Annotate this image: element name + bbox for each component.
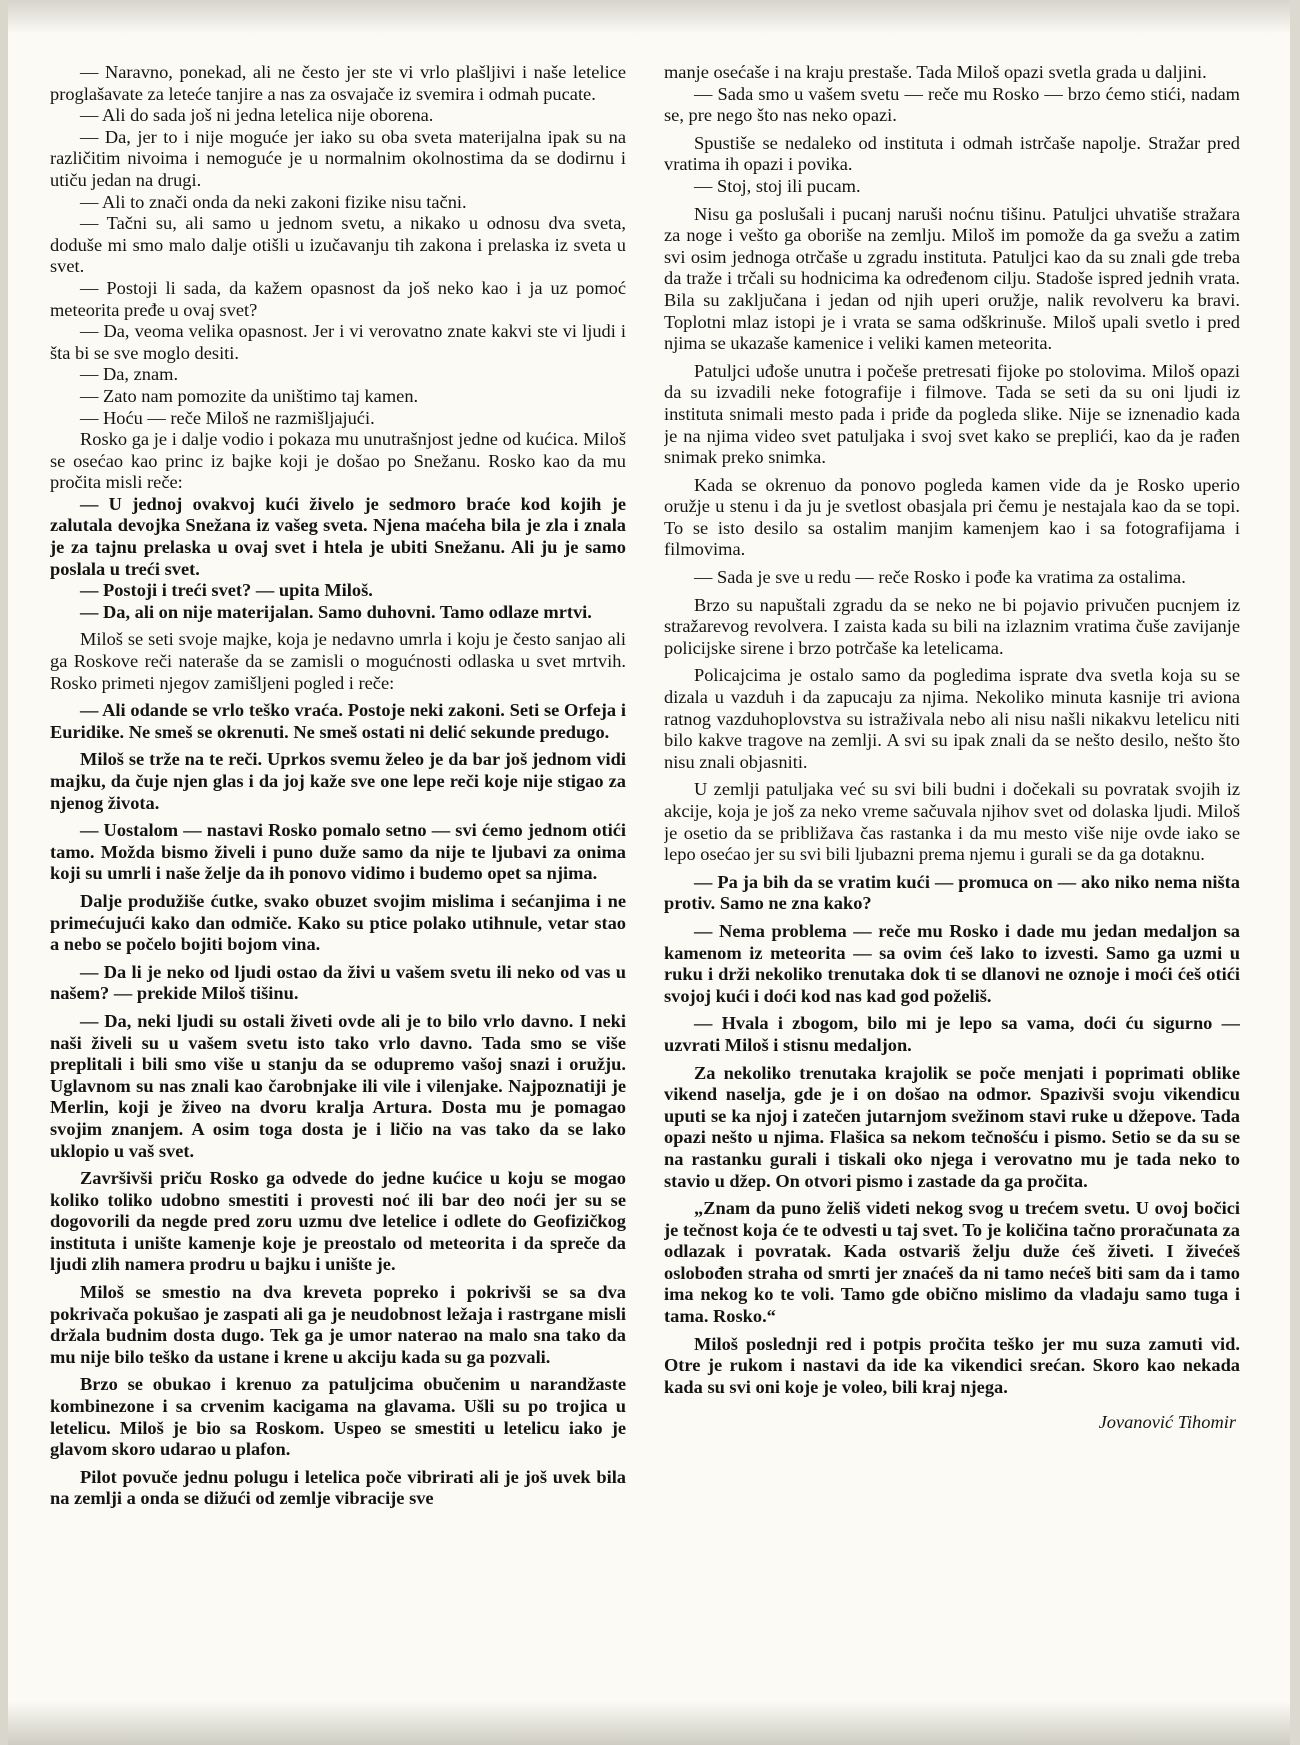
paragraph: Za nekoliko trenutaka krajolik se poče menjati i poprimati oblike vikend naselja, gde je i on došao na odmor. Spazivši svoju vikendicu uputi se ka njoj i zatečen jutarnjom svežinom stavi ruke u džepove. Tada opazi nešto u njima. Flašica sa nekom tečnošću i pismo. Setio se da su se na rastanku gurali i tiskali oko njega i verovatno mu je tada neko to stavio u džep. On otvori pismo i zastade da ga pročita. — [664, 1062, 1240, 1191]
paragraph: Miloš se seti svoje majke, koja je nedavno umrla i koju je često sanjao ali ga Roskove reči nateraše da se zamisli o mogućnosti odlaska u svet mrtvih. Rosko primeti njegov zamišljeni pogled i reče: — [50, 629, 626, 693]
paragraph: Miloš se smestio na dva kreveta popreko i pokrivši se sa dva pokrivača pokušao je zaspati ali ga je neudobnost ležaja i rastrgane misli držala budnim dosta dugo. Tek ga je umor naterao na malo sna tako da mu nije bilo teško da ustane i krene u akciju kada su ga pozvali. — [50, 1282, 626, 1367]
paragraph: Patuljci uđoše unutra i počeše pretresati fijoke po stolovima. Miloš opazi da su izvadili neke fotografije i filmove. Tada se seti da su oni ljudi iz instituta snimali mesto pada i priđe da pogleda slike. Nije se iznenadio kada je na njima video svet patuljaka i svoj svet kako se preplići, kao da je rađen snimak preko snimka. — [664, 360, 1240, 468]
left-column — [50, 62, 626, 1682]
paragraph: — Sada smo u vašem svetu — reče mu Rosko — brzo ćemo stići, nadam se, pre nego što nas neko opazi. — [664, 83, 1240, 126]
paragraph: Rosko ga je i dalje vodio i pokaza mu unutrašnjost jedne od kućica. Miloš se osećao kao princ iz bajke koji je došao po Snežanu. Rosko kao da mu pročita misli reče: — [50, 429, 626, 493]
paragraph: — Stoj, stoj ili pucam. — [694, 175, 861, 196]
paragraph: Završivši priču Rosko ga odvede do jedne kućice u koju se mogao koliko toliko udobno smestiti i provesti noć ili bar deo noći jer su se dogovorili da negde pred zoru uzmu dve letelice i odlete do Geofizičkog instituta i unište kamenje koje je preostalo od meteorita i da spreče da ljudi zlih namera prodru u bajku i unište je. — [50, 1168, 626, 1275]
paragraph: Brzo su napuštali zgradu da se neko ne bi pojavio privučen pucnjem iz stražarevog revolvera. I zaista kada su bili na izlaznim vratima čuše zavijanje policijske sirene i brzo potrčaše ka letelicama. — [664, 594, 1240, 658]
paragraph: — Postoji i treći svet? — upita Miloš. — [80, 580, 373, 601]
paragraph: — Postoji li sada, da kažem opasnost da još neko kao i ja uz pomoć meteorita pređe u ovaj svet? — [50, 277, 626, 320]
paragraph: — Ali odande se vrlo teško vraća. Postoje neki zakoni. Seti se Orfeja i Euridike. Ne smeš se okrenuti. Ne smeš ostati ni delić sekunde predugo. — [50, 700, 626, 742]
right-column — [664, 62, 1240, 1682]
paragraph: — U jednoj ovakvoj kući živelo je sedmoro braće kod kojih je zalutala devojka Snežana iz vašeg sveta. Njena maćeha bila je zla i znala je za tajnu prelaska u ovaj svet i htela je ubiti Snežanu. Ali ju je samo poslala u treći svet. — [50, 493, 626, 579]
paragraph: Miloš poslednji red i potpis pročita teško jer mu suza zamuti vid. Otre je rukom i nastavi da ide ka vikendici srećan. Skoro kao nekada kada su svi oni koje je voleo, bili kraj njega. — [664, 1333, 1240, 1397]
paragraph: — Ali to znači onda da neki zakoni fizike nisu tačni. — [80, 191, 467, 212]
paragraph: — Da li je neko od ljudi ostao da živi u vašem svetu ili neko od vas u našem? — prekide Miloš tišinu. — [50, 961, 626, 1004]
paragraph: — Da, jer to i nije moguće jer iako su oba sveta materijalna ipak su na različitim nivoima i nemoguće je u normalnim okolnostima da se dodirnu i utiču jedan na drugi. — [50, 126, 626, 190]
paragraph: Brzo se obukao i krenuo za patuljcima obučenim u narandžaste kombinezone i sa crvenim kacigama na glavama. Ušli su po trojica u letelicu. Miloš je bio sa Roskom. Uspeo se smestiti u letelicu iako je glavom skoro udarao u plafon. — [50, 1374, 626, 1460]
paragraph: Miloš se trže na te reči. Uprkos svemu želeo je da bar još jednom vidi majku, da čuje njen glas i da joj kaže sve one lepe reči koje nije stigao za njenog života. — [50, 749, 626, 813]
paragraph: Nisu ga poslušali i pucanj naruši noćnu tišinu. Patuljci uhvatiše stražara za noge i vešto ga oboriše na zemlju. Miloš im pomože da ga svežu a zatim svi osim jednoga otrčaše u zgradu instituta. Patuljci kao da su znali gde treba da traže i trčali su hodnicima ka određenom cilju. Stadoše ispred jednih vrata. Bila su zaključana i jedan od njih uperi oružje, nalik revolveru ka bravi. Toplotni mlaz istopi je i vrata se sama odškrinuše. Miloš upali svetlo i pred njima se ukazaše kamenice i veliki kamen meteorita. — [664, 203, 1240, 354]
paragraph: — Da, ali on nije materijalan. Samo duhovni. Tamo odlaze mrtvi. — [80, 601, 592, 622]
paragraph: — Da, veoma velika opasnost. Jer i vi verovatno znate kakvi ste vi ljudi i šta bi se sve moglo desiti. — [50, 321, 626, 363]
paragraph: — Tačni su, ali samo u jednom svetu, a nikako u odnosu dva sveta, doduše mi smo malo dalje otišli u izučavanju tih zakona i prelaska iz sveta u svet. — [50, 213, 626, 277]
article-columns — [50, 62, 1240, 1682]
paragraph: — Da, znam. — [80, 364, 179, 385]
paragraph: — Uostalom — nastavi Rosko pomalo setno — svi ćemo jednom otići tamo. Možda bismo živeli i puno duže samo da nije te ljubavi za onima koji su umrli i naše želje da ih ponovo vidimo i budemo opet sa njima. — [50, 820, 626, 884]
paragraph: „Znam da puno želiš videti nekog svog u trećem svetu. U ovoj bočici je tečnost koja će te odvesti u taj svet. To je količina tačno proračunata za odlazak i povratak. Kada ostvariš želju duže ćeš živeti. I živećeš oslobođen straha od smrti jer znaćeš da ni tamo nećeš biti sam da i tamo ima nekog ko te voli. Tamo gde obično mislimo da vladaju samo tuga i tama. Rosko.“ — [664, 1198, 1240, 1327]
paragraph: Dalje produžiše ćutke, svako obuzet svojim mislima i sećanjima i ne primećujući kako dan odmiče. Kako su ptice polako utihnule, vetar stao a nebo se počelo bojiti bojom vina. — [50, 890, 626, 955]
paragraph: Kada se okrenuo da ponovo pogleda kamen vide da je Rosko uperio oružje u stenu i da ju je svetlost obasjala pri čemu je nestajala kao da se topi. To se isto desilo sa ostalim manjim kamenjem kao i sa fotografijama i filmovima. — [664, 474, 1240, 560]
paragraph: — Sada je sve u redu — reče Rosko i pođe ka vratima za ostalima. — [694, 567, 1186, 588]
paragraph: — Nema problema — reče mu Rosko i dade mu jedan medaljon sa kamenom iz meteorita — sa ovim ćeš lako to izvesti. Samo ga uzmi u ruku i drži nekoliko trenutaka dok ti se dlanovi ne oznoje i moći ćeš otići svojoj kući i doći kod nas kad god poželiš. — [664, 920, 1240, 1006]
paragraph: — Pa ja bih da se vratim kući — promuca on — ako niko nema ništa protiv. Samo ne zna kako? — [664, 871, 1240, 914]
paragraph: — Naravno, ponekad, ali ne često jer ste vi vrlo plašljivi i naše letelice proglašavate za leteće tanjire a nas za osvajače iz svemira i odmah pucate. — [50, 62, 626, 104]
paragraph: — Hoću — reče Miloš ne razmišljajući. — [80, 407, 375, 428]
paragraph: Pilot povuče jednu polugu i letelica poče vibrirati ali je još uvek bila na zemlji a onda se dižući od zemlje vibracije sve — [50, 1466, 626, 1509]
paragraph: — Ali do sada još ni jedna letelica nije oborena. — [80, 105, 434, 126]
paragraph: Spustiše se nedaleko od instituta i odmah istrčaše napolje. Stražar pred vratima ih opazi i povika. — [664, 132, 1240, 175]
paragraph: U zemlji patuljaka već su svi bili budni i dočekali su povratak svojih iz akcije, koja je još za neko vreme sačuvala njihov svet od dolaska ljudi. Miloš je osetio da se približava čas rastanka i da mu mesto više nije ovde iako se lepo osećao jer su svi bili ljubazni prema njemu i gurali se da ga dotaknu. — [664, 779, 1240, 865]
author-signature: Jovanović Tihomir — [1098, 1412, 1236, 1433]
paragraph: manje osećaše i na kraju prestaše. Tada Miloš opazi svetla grada u daljini. — [664, 62, 1207, 82]
paragraph: Policajcima je ostalo samo da pogledima isprate dva svetla koja su se dizala u vazduh i da zapucaju za njima. Nekoliko minuta kasnije tri aviona ratnog vazduhoplovstva su istraživala nebo ali nisu našli nikakvu letelicu niti bilo kakve tragove na zemlji. A svi su ipak znali da se nešto desilo, nešto što nisu znali objasniti. — [664, 665, 1240, 772]
paragraph: — Zato nam pomozite da uništimo taj kamen. — [80, 385, 419, 406]
paragraph: — Hvala i zbogom, bilo mi je lepo sa vama, doći ću sigurno — uzvrati Miloš i stisnu medaljon. — [664, 1013, 1240, 1055]
paragraph: — Da, neki ljudi su ostali živeti ovde ali je to bilo vrlo davno. I neki naši živeli su u vašem svetu isto tako vrlo davno. Tada smo se više preplitali i bili smo više u stanju da se odupremo vašoj snazi i oružju. Uglavnom su nas znali kao čarobnjake ili vile i vilenjake. Najpoznatiji je Merlin, koji je živeo na dvoru kralja Artura. Dosta mu je pomagao svojim znanjem. A osim toga dosta je i ličio na vas tako da se lako uklopio u vaš svet. — [50, 1010, 626, 1161]
